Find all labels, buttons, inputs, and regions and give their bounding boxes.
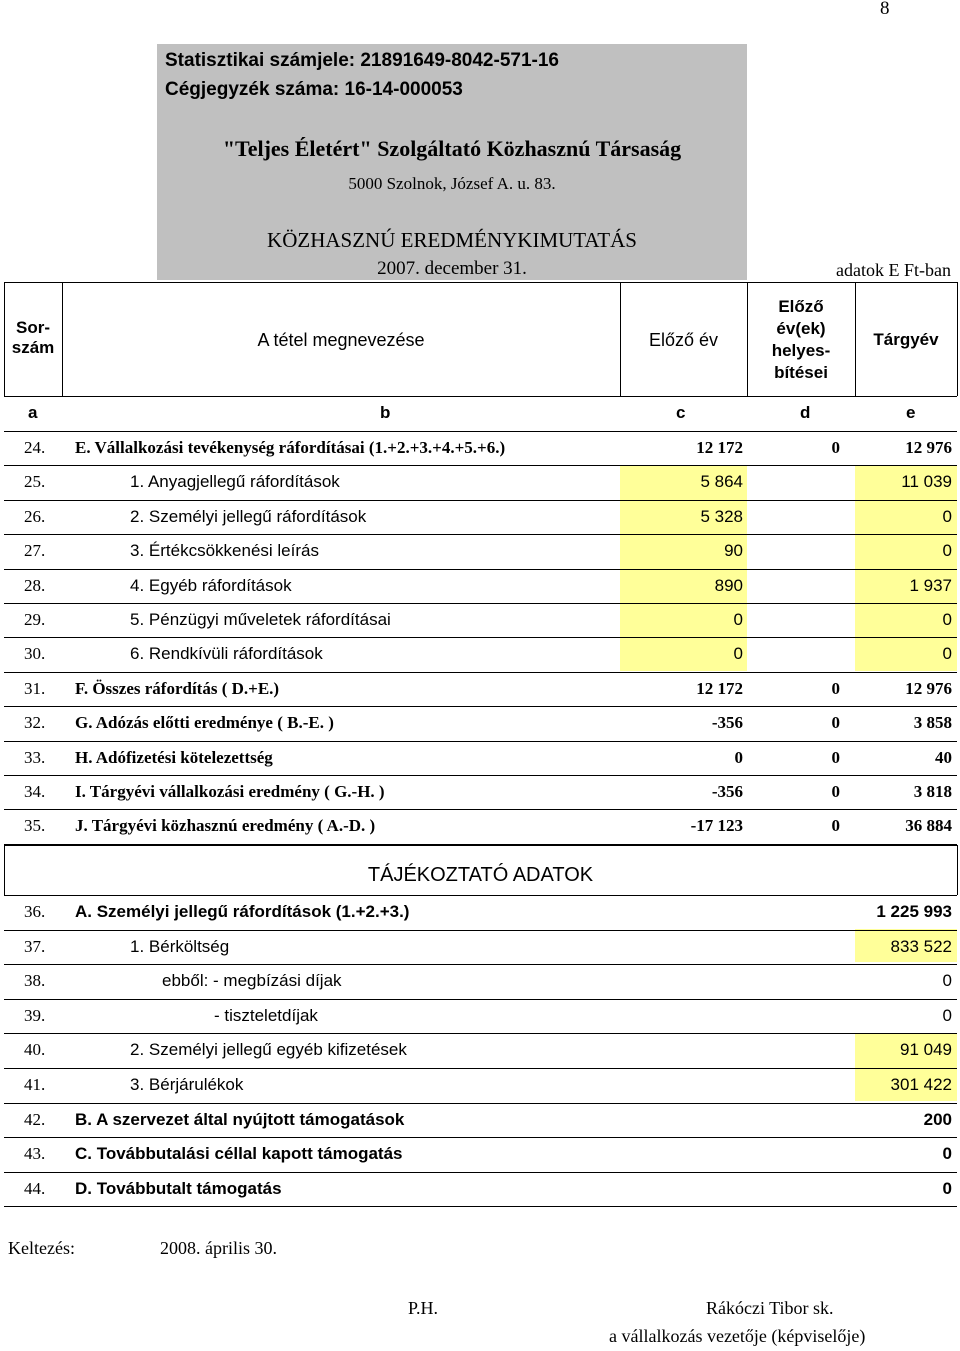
correction-value — [747, 637, 840, 671]
grid-line — [4, 282, 957, 283]
correction-value — [747, 569, 840, 603]
col-header-no: Sor- szám — [11, 318, 55, 357]
info-row — [0, 1137, 960, 1171]
current-year-value: 0 — [942, 610, 952, 629]
signer-name: Rákóczi Tibor sk. — [706, 1298, 834, 1318]
info-row — [0, 964, 960, 998]
row-number: 42. — [24, 1109, 46, 1129]
row-label: 6. Rendkívüli ráfordítások — [130, 644, 323, 664]
registry-number: Cégjegyzék száma: 16-14-000053 — [165, 79, 463, 100]
row-label: 3. Bérjárulékok — [130, 1075, 244, 1094]
prev-year-value: 90 — [724, 541, 743, 561]
row-number: 30. — [24, 644, 46, 664]
correction-value — [747, 500, 840, 534]
row-label: 3. Értékcsökkenési leírás — [130, 541, 319, 561]
col-letter-b: b — [380, 403, 391, 422]
date-label: Keltezés: — [8, 1238, 75, 1258]
row-number: 29. — [24, 610, 46, 629]
info-value: 0 — [942, 1144, 952, 1164]
table-row — [0, 603, 960, 637]
organization-address: 5000 Szolnok, József A. u. 83. — [348, 174, 556, 193]
correction-value — [747, 603, 840, 637]
row-number: 32. — [24, 713, 46, 733]
prev-year-value: 0 — [733, 610, 743, 629]
grid-line — [957, 282, 958, 396]
prev-year-value: -356 — [711, 713, 743, 733]
prev-year-value: 12 172 — [696, 678, 743, 698]
grid-line — [957, 845, 958, 895]
info-row — [0, 930, 960, 964]
row-number: 27. — [24, 541, 46, 561]
row-label: C. Továbbutalási céllal kapott támogatás — [75, 1144, 403, 1164]
prev-year-value: 0 — [733, 644, 743, 664]
col-letter-d: d — [800, 403, 811, 422]
col-header-name: A tétel megnevezése — [257, 330, 425, 350]
col-letter-a: a — [28, 403, 38, 422]
row-number: 41. — [24, 1075, 46, 1094]
table-row — [0, 534, 960, 568]
table-row — [0, 809, 960, 843]
row-label: 4. Egyéb ráfordítások — [130, 575, 292, 595]
info-value: 0 — [942, 1178, 952, 1198]
current-year-value: 36 884 — [905, 816, 952, 836]
grid-line — [4, 1206, 957, 1207]
table-row — [0, 637, 960, 671]
info-value: 0 — [942, 1005, 952, 1025]
row-number: 37. — [24, 936, 46, 956]
table-row — [0, 741, 960, 775]
unit-note: adatok E Ft-ban — [836, 260, 951, 280]
table-row — [0, 672, 960, 706]
grid-line — [4, 396, 957, 397]
row-label: B. A szervezet által nyújtott támogatások — [75, 1109, 405, 1129]
statistical-number: Statisztikai számjele: 21891649-8042-571-16 — [165, 50, 559, 71]
col-header-prev: Előző év — [648, 330, 719, 350]
correction-value: 0 — [831, 438, 840, 457]
row-number: 39. — [24, 1005, 46, 1025]
report-title: KÖZHASZNÚ EREDMÉNYKIMUTATÁS — [267, 228, 637, 252]
correction-value: 0 — [831, 678, 840, 698]
table-row — [0, 775, 960, 809]
col-header-corr: Előző év(ek) helyes- bítései — [771, 297, 831, 382]
prev-year-value: -17 123 — [690, 816, 743, 836]
current-year-value: 1 937 — [909, 575, 952, 595]
current-year-value: 0 — [942, 506, 952, 526]
row-label: 2. Személyi jellegű egyéb kifizetések — [130, 1040, 407, 1060]
row-number: 40. — [24, 1040, 46, 1060]
row-number: 36. — [24, 902, 46, 921]
info-row — [0, 1068, 960, 1102]
row-number: 43. — [24, 1144, 46, 1164]
info-value: 200 — [923, 1109, 952, 1129]
row-label: E. Vállalkozási tevékenység ráfordításai (1.+2.+3.+4.+5.+6.) — [75, 438, 506, 457]
current-year-value: 3 818 — [913, 782, 952, 801]
current-year-value: 12 976 — [905, 438, 952, 457]
correction-value: 0 — [831, 713, 840, 733]
table-row — [0, 706, 960, 740]
col-letter-c: c — [676, 403, 686, 422]
row-label: 5. Pénzügyi műveletek ráfordításai — [130, 610, 391, 629]
row-number: 35. — [24, 816, 46, 836]
row-label: D. Továbbutalt támogatás — [75, 1178, 282, 1198]
current-year-value: 11 039 — [901, 472, 952, 492]
prev-year-value: 890 — [714, 575, 743, 595]
row-number: 38. — [24, 971, 46, 991]
grid-line — [4, 845, 957, 846]
table-row — [0, 569, 960, 603]
table-row — [0, 465, 960, 499]
row-label: ebből: - megbízási díjak — [162, 971, 342, 991]
date-value: 2008. április 30. — [160, 1238, 277, 1258]
row-label: 1. Anyagjellegű ráfordítások — [130, 472, 340, 492]
correction-value: 0 — [831, 816, 840, 836]
row-label: 1. Bérköltség — [130, 936, 230, 956]
stamp-placeholder: P.H. — [408, 1298, 439, 1318]
organization-name: "Teljes Életért" Szolgáltató Közhasznú Társaság — [222, 136, 682, 161]
col-letter-e: e — [906, 403, 916, 422]
prev-year-value: -356 — [711, 782, 743, 801]
col-header-cur: Tárgyév — [873, 330, 939, 349]
current-year-value: 3 858 — [913, 713, 952, 733]
row-number: 34. — [24, 782, 46, 801]
correction-value: 0 — [831, 747, 840, 767]
current-year-value: 12 976 — [905, 678, 952, 698]
info-value: 1 225 993 — [876, 902, 952, 921]
signer-role: a vállalkozás vezetője (képviselője) — [609, 1326, 866, 1346]
report-date: 2007. december 31. — [377, 258, 527, 279]
row-number: 24. — [24, 438, 46, 457]
row-label: J. Tárgyévi közhasznú eredmény ( A.-D. ) — [75, 816, 376, 836]
table-row — [0, 431, 960, 465]
current-year-value: 0 — [942, 541, 952, 561]
current-year-value: 0 — [942, 644, 952, 664]
info-value: 0 — [942, 971, 952, 991]
correction-value — [747, 465, 840, 499]
row-label: H. Adófizetési kötelezettség — [75, 747, 273, 767]
info-value: 91 049 — [900, 1040, 952, 1060]
grid-line — [4, 431, 957, 432]
row-label: G. Adózás előtti eredménye ( B.-E. ) — [75, 713, 334, 733]
info-row — [0, 999, 960, 1033]
row-label: I. Tárgyévi vállalkozási eredmény ( G.-H. ) — [75, 782, 385, 801]
row-label: - tiszteletdíjak — [214, 1005, 318, 1025]
info-row — [0, 1172, 960, 1206]
row-number: 44. — [24, 1178, 46, 1198]
info-row — [0, 1103, 960, 1137]
info-row — [0, 895, 960, 929]
current-year-value: 40 — [935, 747, 952, 767]
row-label: A. Személyi jellegű ráfordítások (1.+2.+3.) — [75, 902, 410, 921]
table-row — [0, 500, 960, 534]
row-number: 31. — [24, 678, 46, 698]
row-number: 25. — [24, 472, 46, 492]
page-number: 8 — [880, 0, 890, 19]
grid-line — [4, 895, 957, 896]
info-value: 833 522 — [890, 936, 952, 956]
info-value: 301 422 — [890, 1075, 952, 1094]
correction-value: 0 — [831, 782, 840, 801]
row-number: 33. — [24, 747, 46, 767]
prev-year-value: 0 — [734, 747, 743, 767]
info-row — [0, 1033, 960, 1067]
correction-value — [747, 534, 840, 568]
prev-year-value: 5 328 — [700, 506, 743, 526]
row-number: 28. — [24, 575, 46, 595]
row-number: 26. — [24, 506, 46, 526]
row-label: F. Összes ráfordítás ( D.+E.) — [75, 678, 280, 698]
info-section-title: TÁJÉKOZTATÓ ADATOK — [367, 864, 594, 886]
prev-year-value: 12 172 — [696, 438, 743, 457]
prev-year-value: 5 864 — [700, 472, 743, 492]
row-label: 2. Személyi jellegű ráfordítások — [130, 506, 367, 526]
